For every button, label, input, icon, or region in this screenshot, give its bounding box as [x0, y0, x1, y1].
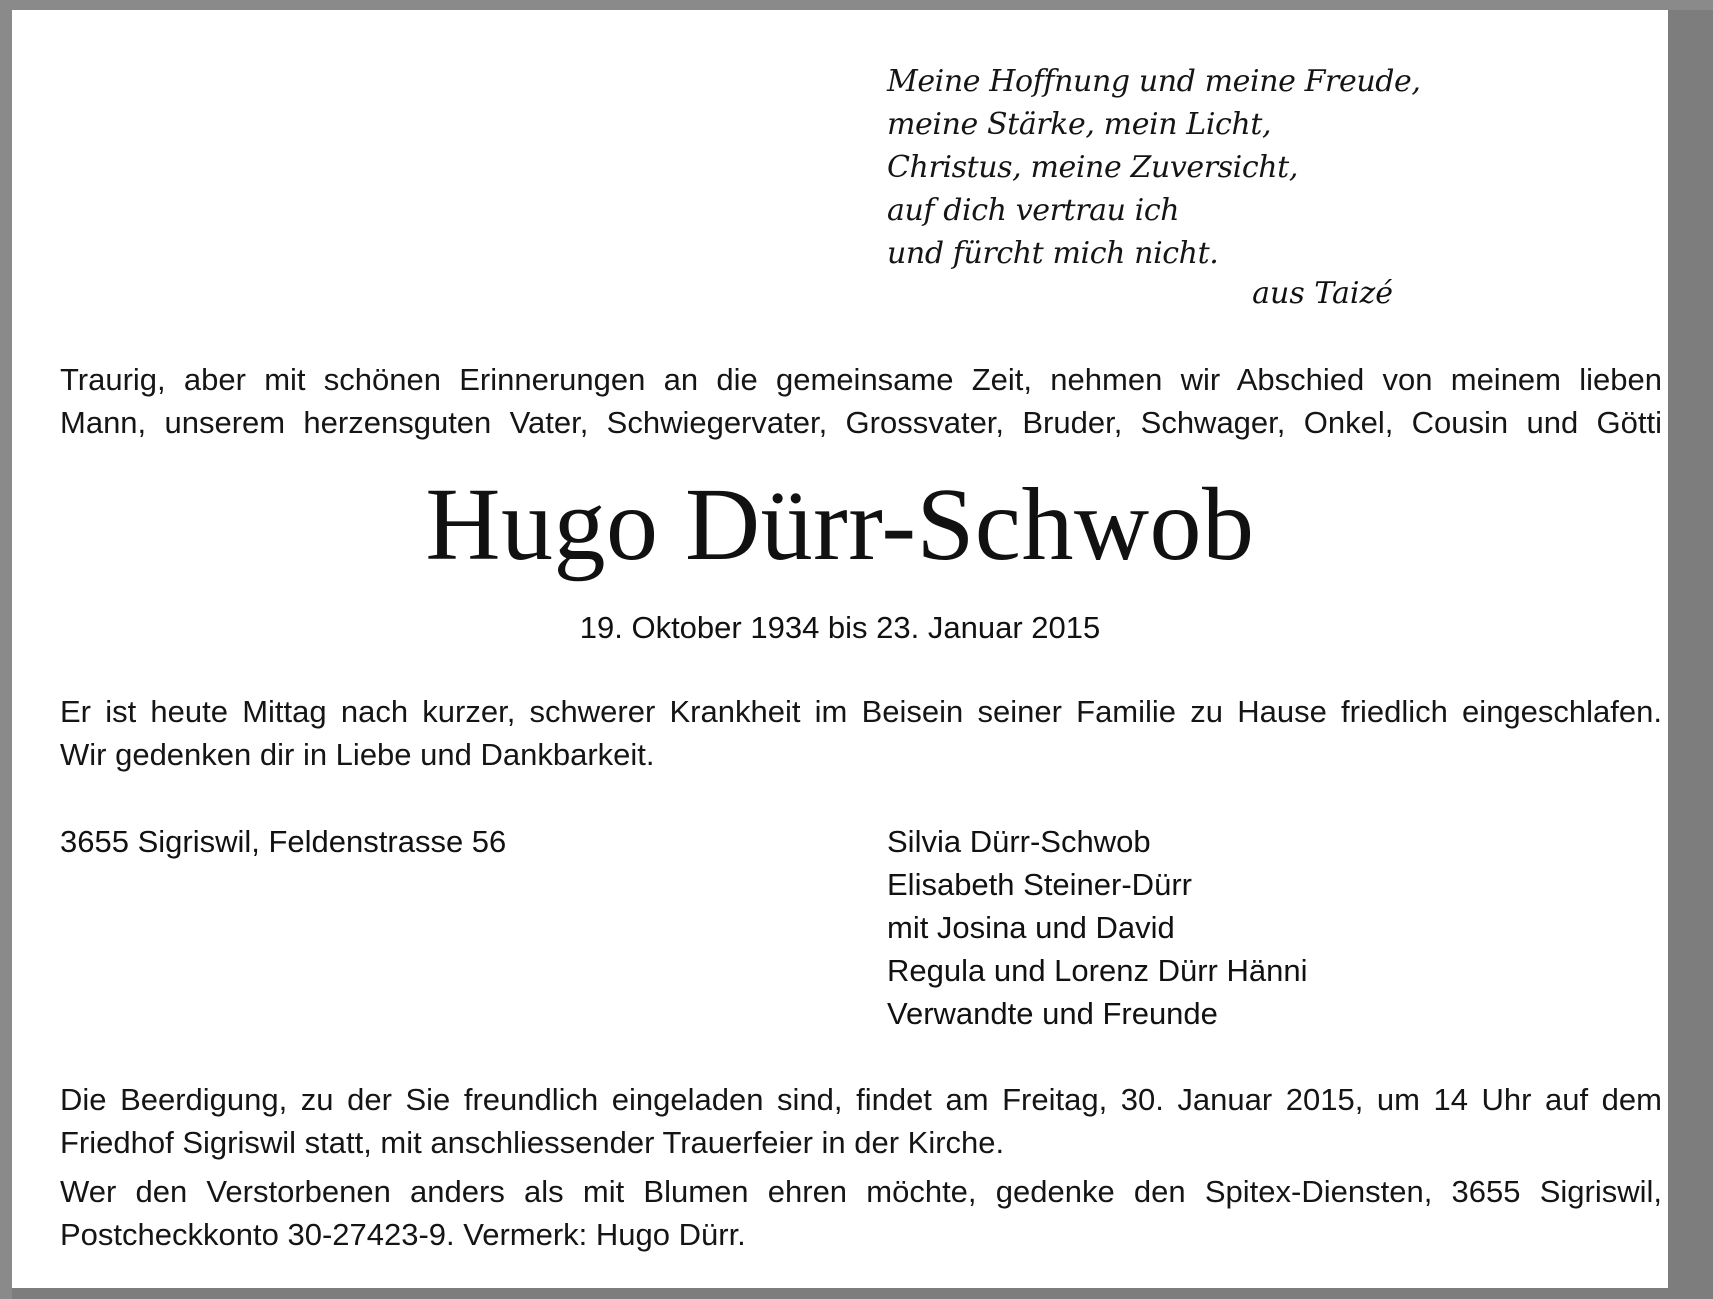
quote-poem	[887, 60, 1421, 275]
funeral-line: Friedhof Sigriswil statt, mit anschliessender Trauerfeier in der Kirche.	[60, 1125, 1005, 1160]
mourners-list	[887, 820, 1307, 1035]
page-shadow-bottom	[12, 1288, 1713, 1299]
quote-line: Christus, meine Zuversicht,	[887, 150, 1298, 185]
passing-line: Er ist heute Mittag nach kurzer, schwerer Krankheit im Beisein seiner Familie zu Hause friedlich eingeschlafen.	[60, 694, 1662, 729]
quote-line: auf dich vertrau ich	[887, 193, 1180, 228]
donation-paragraph	[60, 1170, 1662, 1256]
mourner-name: Verwandte und Freunde	[887, 996, 1218, 1031]
passing-line: Wir gedenken dir in Liebe und Dankbarkeit.	[60, 737, 655, 772]
donation-line: Postcheckkonto 30-27423-9. Vermerk: Hugo Dürr.	[60, 1217, 746, 1252]
quote-line: Meine Hoffnung und meine Freude,	[887, 64, 1421, 99]
mourner-name: Silvia Dürr-Schwob	[887, 824, 1151, 859]
donation-line: Wer den Verstorbenen anders als mit Blumen ehren möchte, gedenke den Spitex-Diensten, 3655 Sigriswil,	[60, 1174, 1662, 1209]
mourner-name: Regula und Lorenz Dürr Hänni	[887, 953, 1308, 988]
quote-line: meine Stärke, mein Licht,	[887, 107, 1272, 142]
intro-line: Mann, unserem herzensguten Vater, Schwiegervater, Grossvater, Bruder, Schwager, Onkel, Cousin und Götti	[60, 405, 1662, 440]
mourner-name: Elisabeth Steiner-Dürr	[887, 867, 1192, 902]
deceased-name: Hugo Dürr-Schwob	[425, 467, 1255, 582]
quote-line: und fürcht mich nicht.	[887, 236, 1219, 271]
obituary-notice	[12, 10, 1668, 1288]
quote-source: aus Taizé	[1252, 276, 1393, 311]
life-dates: 19. Oktober 1934 bis 23. Januar 2015	[579, 610, 1101, 645]
funeral-line: Die Beerdigung, zu der Sie freundlich eingeladen sind, findet am Freitag, 30. Januar 2015, um 14 Uhr auf dem	[60, 1082, 1662, 1117]
intro-paragraph	[60, 358, 1662, 444]
passing-paragraph	[60, 690, 1662, 776]
intro-line: Traurig, aber mit schönen Erinnerungen an die gemeinsame Zeit, nehmen wir Abschied von meinem lieben	[60, 362, 1662, 397]
family-address: 3655 Sigriswil, Feldenstrasse 56	[60, 824, 507, 859]
page-shadow-right	[1668, 10, 1713, 1299]
funeral-paragraph	[60, 1078, 1662, 1164]
mourner-name: mit Josina und David	[887, 910, 1175, 945]
